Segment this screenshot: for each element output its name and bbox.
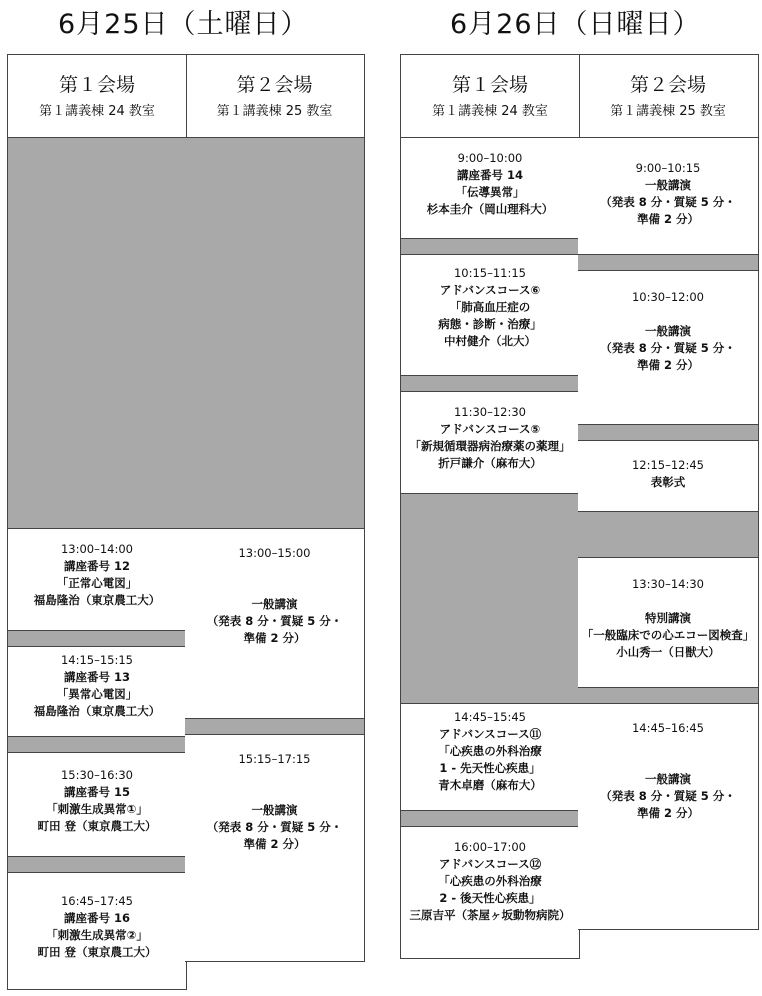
slot-line: 小山秀一（日獣大）	[616, 645, 720, 659]
schedule-slot	[8, 873, 186, 990]
slot-line: 中村健介（北大）	[444, 334, 536, 348]
slot-line: 杉本圭介（岡山理科大）	[426, 202, 554, 216]
slot-line: アドバンスコース⑤	[439, 422, 541, 436]
slot-time: 10:15–11:15	[453, 266, 527, 280]
slot-line: 「正常心電図」	[56, 576, 138, 590]
break-block	[578, 688, 758, 704]
break-block	[401, 494, 579, 704]
slot-line: アドバンスコース⑥	[439, 283, 541, 297]
slot-line: 特別講演	[645, 611, 691, 625]
schedule-slot	[578, 441, 758, 512]
slot-line: 一般講演	[251, 803, 298, 817]
day-title-0626: 6月26日（日曜日）	[450, 9, 701, 40]
slot-line: 「刺激生成異常①」	[46, 802, 148, 816]
slot-line: 「異常心電図」	[56, 687, 138, 701]
slot-line: 準備 2 分）	[636, 806, 699, 820]
venue-header	[401, 54, 579, 138]
slot-line: 2 - 後天性心疾患」	[439, 891, 541, 905]
slot-time: 13:00–14:00	[60, 542, 134, 556]
slot-line: 準備 2 分）	[243, 837, 306, 851]
slot-line: （発表 8 分・質疑 5 分・	[600, 789, 736, 803]
slot-line: 福島隆治（東京農工大）	[33, 704, 161, 718]
slot-line: 町田 登（東京農工大）	[37, 819, 157, 833]
slot-line: 準備 2 分）	[636, 212, 699, 226]
slot-time: 13:30–14:30	[631, 577, 705, 591]
slot-line: 「心疾患の外科治療	[438, 874, 542, 888]
schedule-slot	[578, 704, 758, 930]
slot-line: 「刺激生成異常②」	[46, 928, 148, 942]
venue-room: 第１講義棟 24 教室	[39, 104, 155, 119]
slot-time: 15:30–16:30	[60, 768, 134, 782]
venue-name: 第２会場	[236, 74, 313, 96]
day-title-0625: 6月25日（土曜日）	[58, 9, 309, 40]
slot-line: 「一般臨床での心エコー図検査」	[581, 628, 755, 642]
slot-time: 9:00–10:00	[457, 151, 523, 165]
schedule-slot	[578, 138, 758, 255]
slot-line: 青木卓磨（麻布大）	[438, 778, 542, 792]
break-block	[185, 138, 364, 529]
break-block	[8, 138, 186, 529]
slot-time: 9:00–10:15	[635, 161, 701, 175]
slot-time: 15:15–17:15	[238, 752, 311, 766]
slot-line: 町田 登（東京農工大）	[37, 945, 157, 959]
venue-name: 第２会場	[629, 74, 706, 96]
slot-line: 1 - 先天性心疾患」	[439, 761, 541, 775]
slot-time: 16:45–17:45	[60, 894, 134, 908]
slot-line: （発表 8 分・質疑 5 分・	[600, 341, 736, 355]
day1-venue2-column	[185, 54, 365, 962]
schedule-slot	[401, 704, 579, 811]
slot-time: 14:45–15:45	[453, 710, 527, 724]
day2-venue1-column	[400, 54, 580, 959]
break-block	[8, 737, 186, 753]
slot-line: 福島隆治（東京農工大）	[33, 593, 161, 607]
slot-line: 一般講演	[645, 772, 691, 786]
schedule-slot	[578, 558, 758, 688]
slot-time: 16:00–17:00	[453, 840, 527, 854]
venue-room: 第１講義棟 25 教室	[216, 104, 333, 119]
slot-line: 講座番号 16	[63, 911, 130, 925]
slot-time: 14:15–15:15	[60, 653, 134, 667]
slot-line: アドバンスコース⑫	[438, 857, 542, 871]
schedule-slot	[8, 753, 186, 857]
schedule-slot	[401, 255, 579, 376]
schedule-slot	[401, 392, 579, 494]
break-block	[401, 239, 579, 255]
slot-time: 10:30–12:00	[631, 290, 705, 304]
break-block	[401, 811, 579, 827]
slot-time: 14:45–16:45	[631, 721, 705, 735]
slot-line: 「新規循環器病治療薬の薬理」	[409, 439, 571, 453]
venue-header	[8, 54, 186, 138]
slot-line: 病態・診断・治療」	[438, 317, 542, 331]
slot-line: 準備 2 分）	[636, 358, 699, 372]
slot-line: 「伝導異常」	[455, 185, 525, 199]
slot-line: 講座番号 13	[63, 670, 130, 684]
slot-line: 一般講演	[645, 324, 691, 338]
slot-line: 講座番号 15	[63, 785, 130, 799]
slot-line: 講座番号 12	[63, 559, 130, 573]
schedule-slot	[401, 827, 579, 959]
slot-line: 準備 2 分）	[243, 631, 306, 645]
break-block	[8, 857, 186, 873]
venue-room: 第１講義棟 24 教室	[432, 104, 548, 119]
slot-line: 一般講演	[645, 178, 691, 192]
slot-time: 13:00–15:00	[238, 546, 311, 560]
schedule-slot	[185, 529, 364, 719]
break-block	[401, 376, 579, 392]
venue-name: 第１会場	[451, 74, 528, 96]
venue-header	[185, 54, 364, 138]
slot-line: 「心疾患の外科治療	[438, 744, 542, 758]
venue-room: 第１講義棟 25 教室	[610, 104, 726, 119]
venue-header	[578, 54, 758, 138]
slot-line: 「肺高血圧症の	[449, 300, 531, 314]
schedule-slot	[8, 647, 186, 737]
day2-venue2-column	[578, 54, 759, 930]
schedule-slot	[8, 529, 186, 631]
slot-line: （発表 8 分・質疑 5 分・	[600, 195, 736, 209]
slot-line: 折戸謙介（麻布大）	[438, 456, 542, 470]
schedule-slot	[185, 735, 364, 962]
venue-name: 第１会場	[58, 74, 135, 96]
schedule-slot	[578, 271, 758, 425]
slot-line: 表彰式	[650, 475, 686, 489]
slot-line: 一般講演	[251, 597, 298, 611]
break-block	[578, 255, 758, 271]
slot-line: （発表 8 分・質疑 5 分・	[206, 614, 343, 628]
slot-line: （発表 8 分・質疑 5 分・	[206, 820, 343, 834]
slot-line: アドバンスコース⑪	[438, 727, 542, 741]
slot-time: 12:15–12:45	[631, 458, 705, 472]
day1-venue1-column	[7, 54, 187, 990]
slot-line: 三原吉平（茶屋ヶ坂動物病院）	[409, 908, 571, 922]
slot-time: 11:30–12:30	[453, 405, 527, 419]
break-block	[185, 719, 364, 735]
break-block	[8, 631, 186, 647]
slot-line: 講座番号 14	[456, 168, 523, 182]
schedule-slot	[401, 138, 579, 239]
break-block	[578, 512, 758, 558]
break-block	[578, 425, 758, 441]
